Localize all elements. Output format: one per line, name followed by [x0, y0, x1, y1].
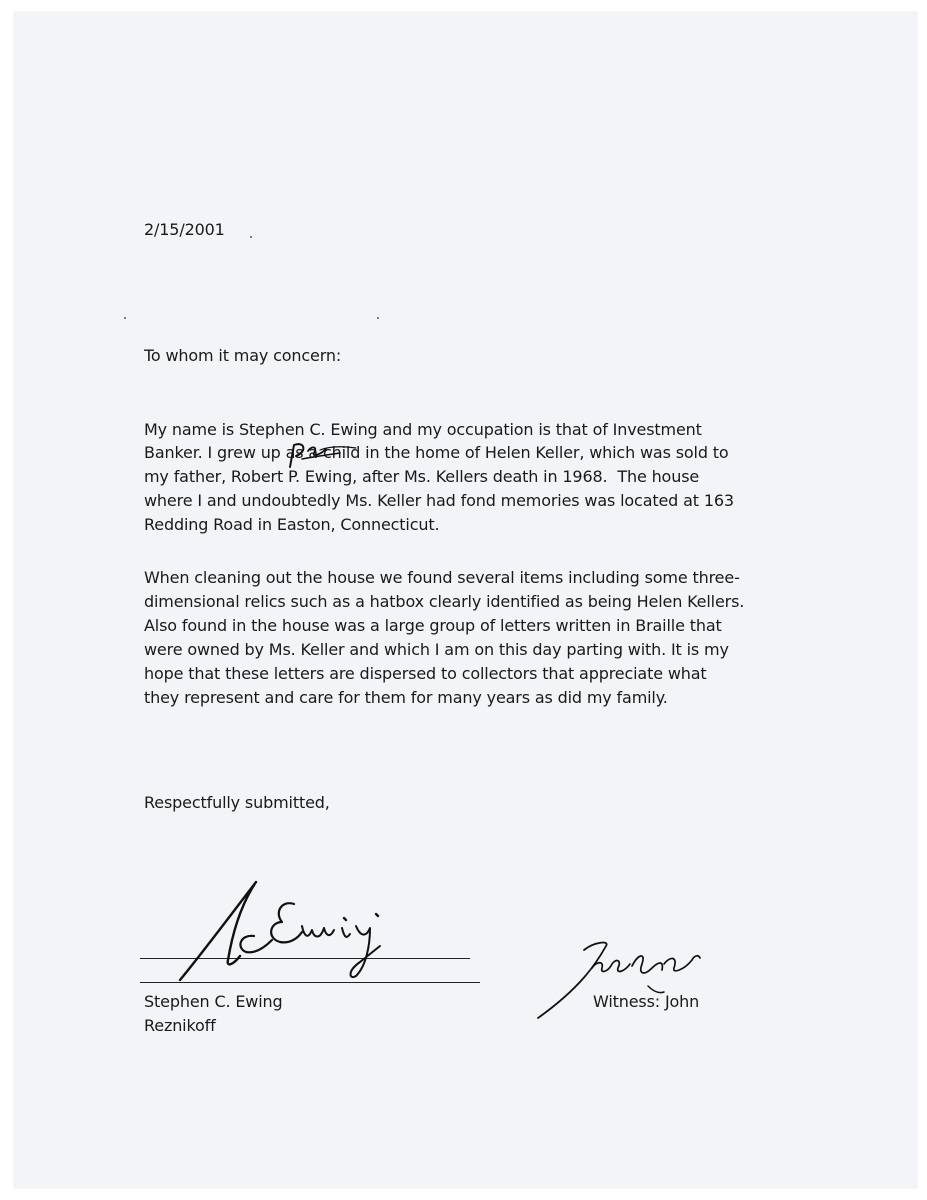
paragraph-line: Also found in the house was a large group of letters written in Braille that	[144, 616, 722, 635]
paper-speck	[377, 317, 379, 319]
handwritten-caret	[318, 440, 358, 460]
letter-date: 2/15/2001	[144, 220, 225, 239]
salutation: To whom it may concern:	[144, 346, 342, 365]
witness-label: Witness: John	[593, 992, 700, 1011]
paragraph-line: my father, Robert P. Ewing, after Ms. Kellers death in 1968. The house	[144, 467, 700, 486]
signer-extra-name: Reznikoff	[144, 1016, 216, 1035]
paragraph-line: were owned by Ms. Keller and which I am on this day parting with. It is my	[144, 640, 729, 659]
paragraph-line: My name is Stephen C. Ewing and my occupation is that of Investment	[144, 420, 702, 439]
paragraph-line: they represent and care for them for many years as did my family.	[144, 688, 668, 707]
paragraph-line: Redding Road in Easton, Connecticut.	[144, 515, 440, 534]
signature-stephen-ewing	[170, 876, 390, 986]
paragraph-line: Banker. I grew up as a child in the home of Helen Keller, which was sold to	[144, 443, 729, 462]
signature-witness	[534, 934, 704, 1024]
paper-speck	[124, 317, 126, 319]
paragraph-line: where I and undoubtedly Ms. Keller had fond memories was located at 163	[144, 491, 734, 510]
signer-name: Stephen C. Ewing	[144, 992, 283, 1011]
paragraph-line: dimensional relics such as a hatbox clearly identified as being Helen Kellers.	[144, 592, 745, 611]
paper-speck	[250, 236, 252, 238]
paragraph-line: When cleaning out the house we found several items including some three-	[144, 568, 740, 587]
paragraph-line: hope that these letters are dispersed to collectors that appreciate what	[144, 664, 707, 683]
closing: Respectfully submitted,	[144, 793, 330, 812]
